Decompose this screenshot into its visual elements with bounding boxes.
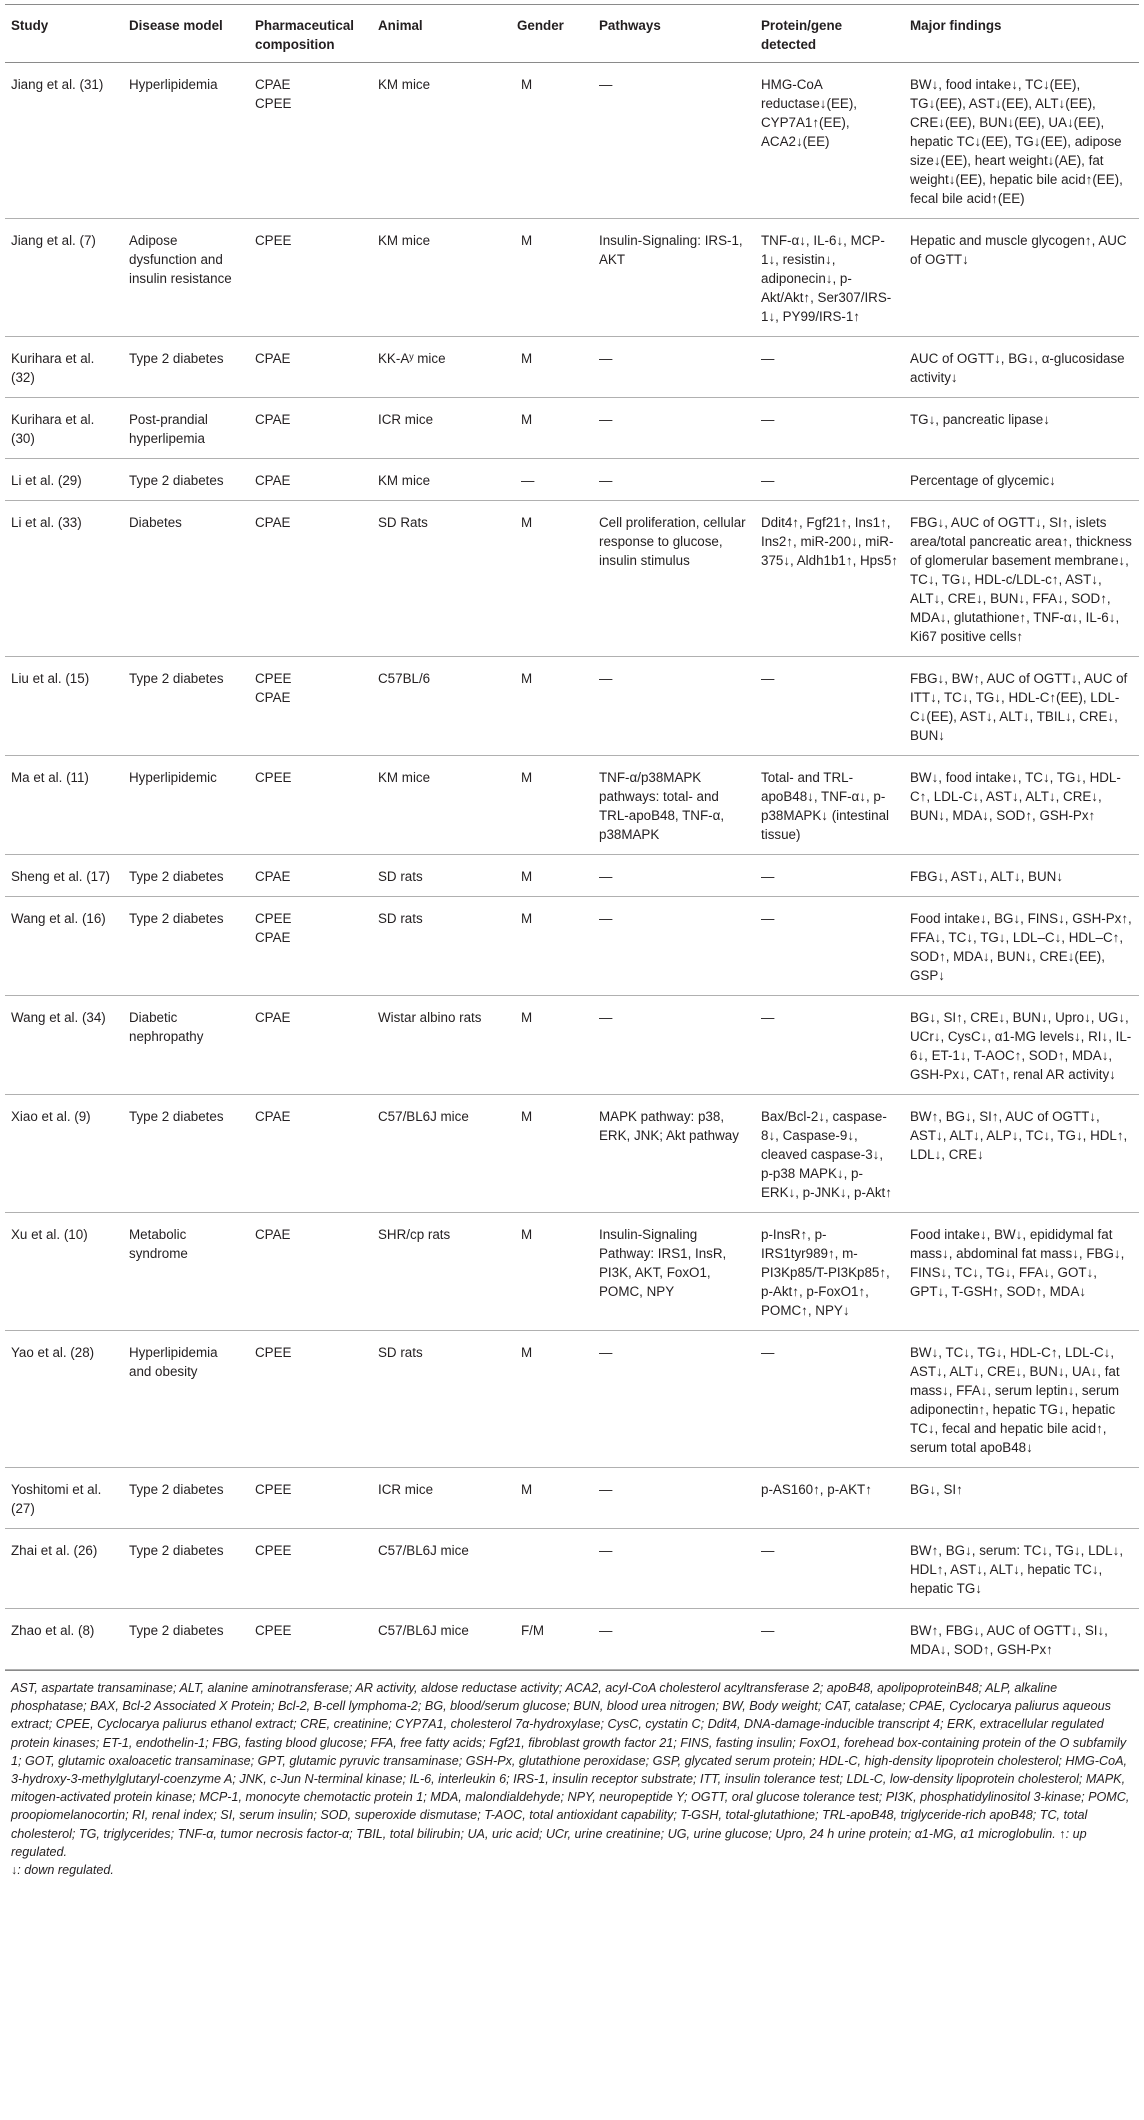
table-row — [5, 855, 1139, 897]
cell-study: Zhao et al. (8) — [5, 1609, 123, 1670]
cell-gender: M — [511, 897, 593, 996]
cell-protein-gene: — — [755, 1331, 904, 1468]
cell-composition: CPAE — [249, 337, 372, 398]
cell-major-findings: Food intake↓, BW↓, epididymal fat mass↓, abdominal fat mass↓, FBG↓, FINS↓, TC↓, TG↓, FFA↓, GOT↓, GPT↓, T-GSH↑, SOD↑, MDA↓ — [904, 1213, 1139, 1331]
cell-composition: CPAE — [249, 1213, 372, 1331]
cell-disease-model: Post-prandial hyperlipemia — [123, 398, 249, 459]
cell-study: Liu et al. (15) — [5, 657, 123, 756]
cell-study: Jiang et al. (7) — [5, 219, 123, 337]
cell-pathways: — — [593, 1331, 755, 1468]
cell-disease-model: Type 2 diabetes — [123, 897, 249, 996]
cell-animal: Wistar albino rats — [372, 996, 511, 1095]
cell-pathways: — — [593, 1468, 755, 1529]
cell-gender — [511, 1529, 593, 1609]
cell-study: Yoshitomi et al. (27) — [5, 1468, 123, 1529]
cell-study: Li et al. (29) — [5, 459, 123, 501]
header-pathways: Pathways — [593, 5, 755, 63]
cell-pathways: — — [593, 996, 755, 1095]
cell-disease-model: Diabetic nephropathy — [123, 996, 249, 1095]
cell-major-findings: BW↑, BG↓, SI↑, AUC of OGTT↓, AST↓, ALT↓, ALP↓, TC↓, TG↓, HDL↑, LDL↓, CRE↓ — [904, 1095, 1139, 1213]
table-row — [5, 756, 1139, 855]
cell-major-findings: TG↓, pancreatic lipase↓ — [904, 398, 1139, 459]
cell-disease-model: Hyperlipidemia and obesity — [123, 1331, 249, 1468]
cell-animal: C57/BL6J mice — [372, 1095, 511, 1213]
cell-pathways: — — [593, 1609, 755, 1670]
table-row — [5, 1213, 1139, 1331]
cell-composition: CPAE — [249, 501, 372, 657]
cell-study: Zhai et al. (26) — [5, 1529, 123, 1609]
studies-table — [5, 4, 1139, 1670]
cell-composition: CPEE — [249, 756, 372, 855]
cell-disease-model: Hyperlipidemia — [123, 63, 249, 219]
cell-gender: M — [511, 1468, 593, 1529]
cell-major-findings: BG↓, SI↑ — [904, 1468, 1139, 1529]
cell-pathways: — — [593, 897, 755, 996]
cell-protein-gene: — — [755, 398, 904, 459]
cell-pathways: MAPK pathway: p38, ERK, JNK; Akt pathway — [593, 1095, 755, 1213]
cell-composition: CPEE CPAE — [249, 897, 372, 996]
cell-study: Xu et al. (10) — [5, 1213, 123, 1331]
cell-disease-model: Type 2 diabetes — [123, 1529, 249, 1609]
cell-protein-gene: — — [755, 1529, 904, 1609]
table-row — [5, 1468, 1139, 1529]
cell-study: Jiang et al. (31) — [5, 63, 123, 219]
cell-animal: C57/BL6J mice — [372, 1609, 511, 1670]
cell-disease-model: Diabetes — [123, 501, 249, 657]
header-major-findings: Major findings — [904, 5, 1139, 63]
cell-gender: — — [511, 459, 593, 501]
cell-animal: C57/BL6J mice — [372, 1529, 511, 1609]
table-footnote — [5, 1670, 1139, 1879]
table-row — [5, 1529, 1139, 1609]
cell-protein-gene: TNF-α↓, IL-6↓, MCP-1↓, resistin↓, adiponecin↓, p-Akt/Akt↑, Ser307/IRS-1↓, PY99/IRS-1↑ — [755, 219, 904, 337]
cell-composition: CPEE — [249, 1331, 372, 1468]
table-header — [5, 5, 1139, 63]
cell-major-findings: BW↓, food intake↓, TC↓, TG↓, HDL-C↑, LDL-C↓, AST↓, ALT↓, CRE↓, BUN↓, MDA↓, SOD↑, GSH-Px↑ — [904, 756, 1139, 855]
cell-protein-gene: — — [755, 459, 904, 501]
cell-study: Xiao et al. (9) — [5, 1095, 123, 1213]
cell-pathways: — — [593, 855, 755, 897]
cell-gender: M — [511, 855, 593, 897]
table-row — [5, 337, 1139, 398]
cell-pathways: — — [593, 398, 755, 459]
cell-animal: SD Rats — [372, 501, 511, 657]
cell-animal: SHR/cp rats — [372, 1213, 511, 1331]
cell-major-findings: FBG↓, AST↓, ALT↓, BUN↓ — [904, 855, 1139, 897]
cell-animal: C57BL/6 — [372, 657, 511, 756]
cell-pathways: — — [593, 337, 755, 398]
cell-gender: M — [511, 337, 593, 398]
cell-disease-model: Adipose dysfunction and insulin resistance — [123, 219, 249, 337]
cell-study: Wang et al. (16) — [5, 897, 123, 996]
cell-gender: F/M — [511, 1609, 593, 1670]
cell-pathways: — — [593, 459, 755, 501]
cell-protein-gene: Total- and TRL-apoB48↓, TNF-α↓, p-p38MAPK↓ (intestinal tissue) — [755, 756, 904, 855]
cell-major-findings: FBG↓, AUC of OGTT↓, SI↑, islets area/total pancreatic area↑, thickness of glomerular basement membrane↓, TC↓, TG↓, HDL-c/LDL-c↑, AST↓, ALT↓, CRE↓, BUN↓, FFA↓, SOD↑, MDA↓, glutathione↑, TNF-α↓, IL-6↓, Ki67 positive cells↑ — [904, 501, 1139, 657]
table-row — [5, 1095, 1139, 1213]
cell-animal: SD rats — [372, 897, 511, 996]
cell-study: Li et al. (33) — [5, 501, 123, 657]
cell-composition: CPEE — [249, 1468, 372, 1529]
cell-gender: M — [511, 1331, 593, 1468]
cell-animal: SD rats — [372, 1331, 511, 1468]
cell-major-findings: BW↓, TC↓, TG↓, HDL-C↑, LDL-C↓, AST↓, ALT↓, CRE↓, BUN↓, UA↓, fat mass↓, FFA↓, serum leptin↓, serum adiponectin↑, hepatic TG↓, hepatic TC↓, fecal and hepatic bile acid↑, serum total apoB48↓ — [904, 1331, 1139, 1468]
cell-disease-model: Type 2 diabetes — [123, 459, 249, 501]
cell-animal: SD rats — [372, 855, 511, 897]
cell-animal: KM mice — [372, 756, 511, 855]
cell-animal: KM mice — [372, 63, 511, 219]
cell-major-findings: Food intake↓, BG↓, FINS↓, GSH-Px↑, FFA↓, TC↓, TG↓, LDL–C↓, HDL–C↑, SOD↑, MDA↓, BUN↓, CRE↓(EE), GSP↓ — [904, 897, 1139, 996]
table-body — [5, 63, 1139, 1670]
table-row — [5, 996, 1139, 1095]
cell-protein-gene: — — [755, 337, 904, 398]
cell-study: Kurihara et al. (32) — [5, 337, 123, 398]
cell-protein-gene: Bax/Bcl-2↓, caspase-8↓, Caspase-9↓, cleaved caspase-3↓, p-p38 MAPK↓, p-ERK↓, p-JNK↓, p-Akt↑ — [755, 1095, 904, 1213]
cell-composition: CPEE — [249, 219, 372, 337]
cell-gender: M — [511, 398, 593, 459]
cell-composition: CPAE CPEE — [249, 63, 372, 219]
header-protein-gene-detected: Protein/gene detected — [755, 5, 904, 63]
cell-protein-gene: HMG-CoA reductase↓(EE), CYP7A1↑(EE), ACA2↓(EE) — [755, 63, 904, 219]
cell-disease-model: Hyperlipidemic — [123, 756, 249, 855]
cell-gender: M — [511, 1095, 593, 1213]
table-row — [5, 219, 1139, 337]
cell-gender: M — [511, 1213, 593, 1331]
cell-study: Kurihara et al. (30) — [5, 398, 123, 459]
cell-composition: CPEE CPAE — [249, 657, 372, 756]
cell-disease-model: Type 2 diabetes — [123, 855, 249, 897]
cell-pathways: — — [593, 1529, 755, 1609]
header-gender: Gender — [511, 5, 593, 63]
cell-pathways: Insulin-Signaling Pathway: IRS1, InsR, PI3K, AKT, FoxO1, POMC, NPY — [593, 1213, 755, 1331]
cell-protein-gene: — — [755, 996, 904, 1095]
cell-composition: CPEE — [249, 1609, 372, 1670]
cell-composition: CPAE — [249, 398, 372, 459]
cell-major-findings: Percentage of glycemic↓ — [904, 459, 1139, 501]
cell-gender: M — [511, 657, 593, 756]
cell-animal: KM mice — [372, 219, 511, 337]
cell-disease-model: Type 2 diabetes — [123, 657, 249, 756]
cell-disease-model: Type 2 diabetes — [123, 1468, 249, 1529]
cell-major-findings: BW↓, food intake↓, TC↓(EE), TG↓(EE), AST↓(EE), ALT↓(EE), CRE↓(EE), BUN↓(EE), UA↓(EE), hepatic TC↓(EE), TG↓(EE), adipose size↓(EE), heart weight↓(AE), fat weight↓(EE), hepatic bile acid↑(EE), fecal bile acid↑(EE) — [904, 63, 1139, 219]
cell-pathways: — — [593, 63, 755, 219]
table-row — [5, 1331, 1139, 1468]
cell-pathways: — — [593, 657, 755, 756]
cell-major-findings: BG↓, SI↑, CRE↓, BUN↓, Upro↓, UG↓, UCr↓, CysC↓, α1-MG levels↓, RI↓, IL-6↓, ET-1↓, T-AOC↑, SOD↑, MDA↓, GSH-Px↓, CAT↑, renal AR activity↓ — [904, 996, 1139, 1095]
cell-study: Wang et al. (34) — [5, 996, 123, 1095]
cell-gender: M — [511, 219, 593, 337]
header-disease-model: Disease model — [123, 5, 249, 63]
cell-pathways: TNF-α/p38MAPK pathways: total- and TRL-apoB48, TNF-α, p38MAPK — [593, 756, 755, 855]
table-row — [5, 1609, 1139, 1670]
header-pharmaceutical-composition: Pharmaceutical composition — [249, 5, 372, 63]
cell-protein-gene: Ddit4↑, Fgf21↑, Ins1↑, Ins2↑, miR-200↓, miR-375↓, Aldh1b1↑, Hps5↑ — [755, 501, 904, 657]
table-row — [5, 897, 1139, 996]
cell-pathways: Insulin-Signaling: IRS-1, AKT — [593, 219, 755, 337]
table-row — [5, 63, 1139, 219]
cell-pathways: Cell proliferation, cellular response to glucose, insulin stimulus — [593, 501, 755, 657]
table-row — [5, 501, 1139, 657]
cell-study: Ma et al. (11) — [5, 756, 123, 855]
table-row — [5, 459, 1139, 501]
cell-study: Yao et al. (28) — [5, 1331, 123, 1468]
cell-protein-gene: — — [755, 1609, 904, 1670]
cell-major-findings: BW↑, FBG↓, AUC of OGTT↓, SI↓, MDA↓, SOD↑, GSH-Px↑ — [904, 1609, 1139, 1670]
cell-composition: CPEE — [249, 1529, 372, 1609]
cell-major-findings: Hepatic and muscle glycogen↑, AUC of OGTT↓ — [904, 219, 1139, 337]
header-animal: Animal — [372, 5, 511, 63]
cell-major-findings: BW↑, BG↓, serum: TC↓, TG↓, LDL↓, HDL↑, AST↓, ALT↓, hepatic TC↓, hepatic TG↓ — [904, 1529, 1139, 1609]
cell-major-findings: AUC of OGTT↓, BG↓, α-glucosidase activity↓ — [904, 337, 1139, 398]
cell-protein-gene: p-AS160↑, p-AKT↑ — [755, 1468, 904, 1529]
cell-study: Sheng et al. (17) — [5, 855, 123, 897]
cell-animal: ICR mice — [372, 1468, 511, 1529]
down-regulated-note: ↓: down regulated. — [11, 1863, 114, 1878]
cell-gender: M — [511, 996, 593, 1095]
header-row — [5, 5, 1139, 63]
cell-gender: M — [511, 501, 593, 657]
cell-gender: M — [511, 756, 593, 855]
cell-animal: ICR mice — [372, 398, 511, 459]
cell-composition: CPAE — [249, 459, 372, 501]
cell-composition: CPAE — [249, 996, 372, 1095]
cell-major-findings: FBG↓, BW↑, AUC of OGTT↓, AUC of ITT↓, TC↓, TG↓, HDL-C↑(EE), LDL-C↓(EE), AST↓, ALT↓, TBIL↓, CRE↓, BUN↓ — [904, 657, 1139, 756]
cell-animal: KM mice — [372, 459, 511, 501]
cell-disease-model: Type 2 diabetes — [123, 1095, 249, 1213]
cell-disease-model: Type 2 diabetes — [123, 337, 249, 398]
abbreviations-note: AST, aspartate transaminase; ALT, alanine aminotransferase; AR activity, aldose reductase activity; ACA2, acyl-CoA cholesterol acyltransferase 2; apoB48, apolipoproteinB48; ALP, alkaline phosphatase; BAX, Bcl-2 Associated X Protein; Bcl-2, B-cell lymphoma-2; BG, blood/serum glucose; BUN, blood urea nitrogen; BW, Body weight; CAT, catalase; CPAE, Cyclocarya paliurus aqueous extract; CPEE, Cyclocarya paliurus ethanol extract; CRE, creatinine; CYP7A1, cholesterol 7α-hydroxylase; CysC, cystatin C; Ddit4, DNA-damage-inducible transcript 4; ERK, extracellular regulated protein kinases; ET-1, endothelin-1; FBG, fasting blood glucose; FFA, free fatty acids; Fgf21, fibroblast growth factor 21; FINS, fasting insulin; FoxO1, forehead box-containing protein of the O subfamily 1; GOT, glutamic oxaloacetic transaminase; GPT, glutamic pyruvic transaminase; GSH-Px, glutathione peroxidase; GSP, glycated serum protein; HDL-C, high-density lipoprotein cholesterol; HMG-CoA, 3-hydroxy-3-methylglutaryl-coenzyme A; JNK, c-Jun N-terminal kinase; IL-6, interleukin 6; IRS-1, insulin receptor substrate; ITT, insulin tolerance test; LDL-C, low-density lipoprotein cholesterol; MAPK, mitogen-activated protein kinase; MCP-1, monocyte chemotactic protein 1; MDA, malondialdehyde; NPY, neuropeptide Y; OGTT, oral glucose tolerance test; PI3K, phosphatidylinositol 3-kinase; POMC, proopiomelanocortin; RI, renal index; SI, serum insulin; SOD, superoxide dismutase; T-AOC, total antioxidant capability; T-GSH, total-glutathione; TRL-apoB48, triglyceride-rich apoB48; TC, total cholesterol; TG, triglycerides; TNF-α, tumor necrosis factor-α; TBIL, total bilirubin; UA, uric acid; UCr, urine creatinine; UG, urine glucose; Upro, 24 h urine protein; α1-MG, α1 microglobulin. ↑: up regulated. — [11, 1681, 1130, 1859]
cell-protein-gene: — — [755, 897, 904, 996]
table-row — [5, 657, 1139, 756]
cell-disease-model: Metabolic syndrome — [123, 1213, 249, 1331]
cell-disease-model: Type 2 diabetes — [123, 1609, 249, 1670]
cell-animal: KK-Aʸ mice — [372, 337, 511, 398]
cell-protein-gene: — — [755, 855, 904, 897]
table-row — [5, 398, 1139, 459]
cell-composition: CPAE — [249, 855, 372, 897]
cell-gender: M — [511, 63, 593, 219]
cell-protein-gene: — — [755, 657, 904, 756]
header-study: Study — [5, 5, 123, 63]
cell-composition: CPAE — [249, 1095, 372, 1213]
cell-protein-gene: p-InsR↑, p-IRS1tyr989↑, m-PI3Kp85/T-PI3Kp85↑, p-Akt↑, p-FoxO1↑, POMC↑, NPY↓ — [755, 1213, 904, 1331]
